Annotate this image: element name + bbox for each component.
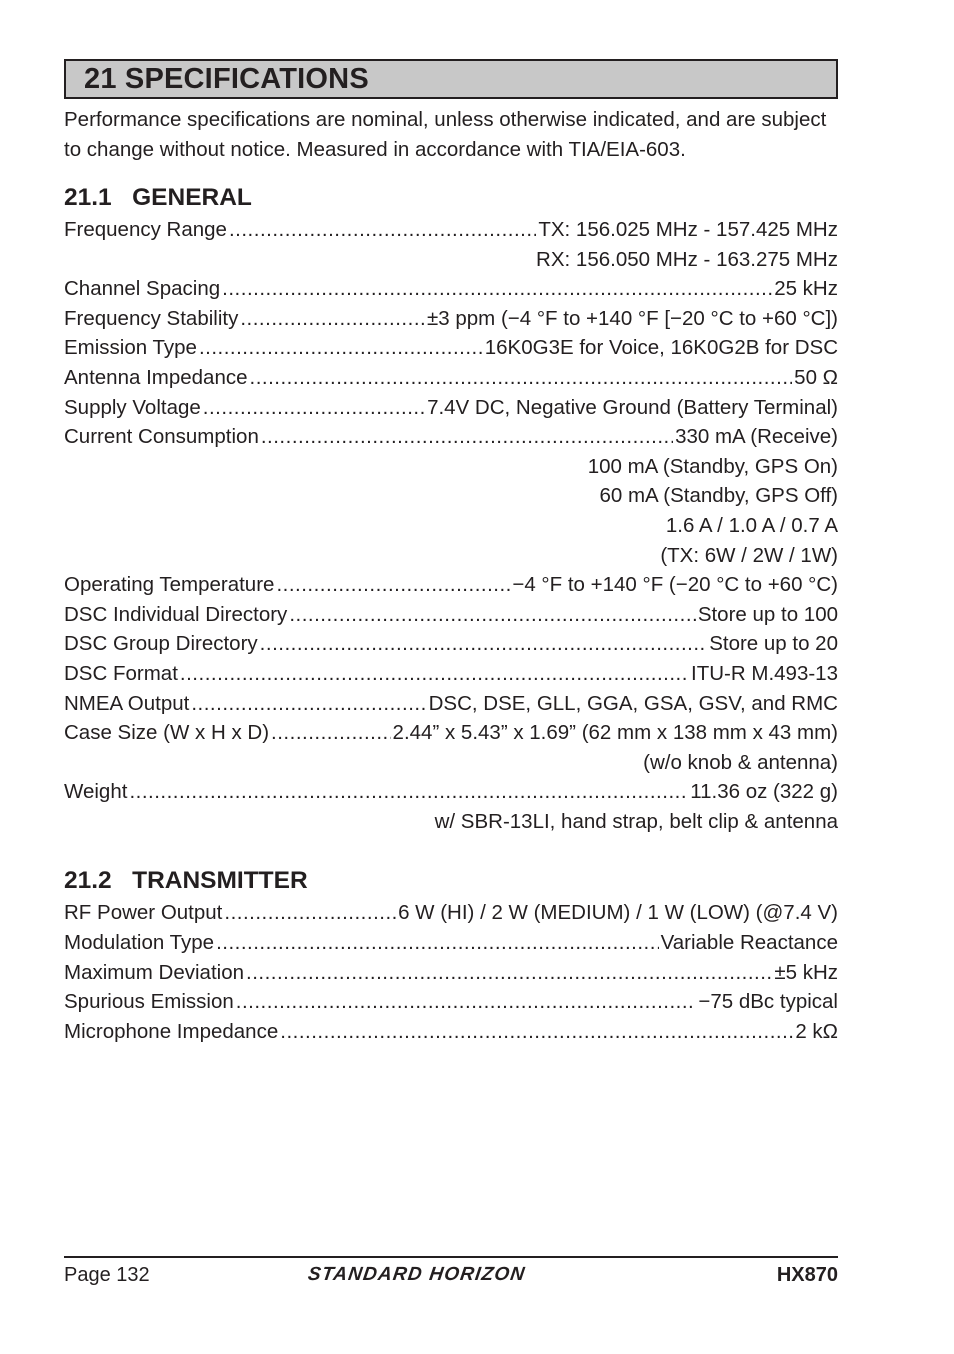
spec-value: Store up to 100 xyxy=(697,602,838,626)
spec-row xyxy=(64,570,838,600)
spec-value-continuation: 1.6 A / 1.0 A / 0.7 A xyxy=(665,513,838,537)
spec-row xyxy=(64,659,838,689)
dot-leader xyxy=(240,304,425,334)
spec-label: Current Consumption xyxy=(64,425,259,449)
spec-value: 330 mA (Receive) xyxy=(675,425,838,449)
spec-label: Weight xyxy=(64,780,128,804)
spec-label: DSC Individual Directory xyxy=(64,602,288,626)
spec-row xyxy=(64,304,838,334)
spec-row xyxy=(64,600,838,630)
spec-value: DSC, DSE, GLL, GGA, GSA, GSV, and RMC xyxy=(428,691,838,715)
dot-leader xyxy=(216,928,659,958)
page-footer xyxy=(64,1256,838,1298)
spec-label: Microphone Impedance xyxy=(64,1019,279,1043)
dot-leader xyxy=(246,958,772,988)
spec-label: Emission Type xyxy=(64,336,197,360)
spec-value: TX: 156.025 MHz - 157.425 MHz xyxy=(538,218,838,241)
brand-logo: STANDARD HORIZON xyxy=(306,1264,527,1285)
spec-value: −4 °F to +140 °F (−20 °C to +60 °C) xyxy=(512,573,838,597)
spec-label: RF Power Output xyxy=(64,901,223,925)
spec-row xyxy=(64,215,838,245)
spec-value: −75 dBc typical xyxy=(698,990,838,1014)
spec-row xyxy=(64,689,838,719)
spec-value: 7.4V DC, Negative Ground (Battery Terminal) xyxy=(427,395,838,419)
spec-row xyxy=(64,898,838,928)
spec-value: 2 kΩ xyxy=(795,1019,838,1043)
spec-row xyxy=(64,1017,838,1047)
spec-row xyxy=(64,274,838,304)
page-number: Page 132 xyxy=(64,1264,150,1286)
dot-leader xyxy=(271,718,391,748)
spec-value: Variable Reactance xyxy=(660,931,838,955)
spec-label: Operating Temperature xyxy=(64,573,275,597)
spec-label: Modulation Type xyxy=(64,931,215,955)
spec-label: Frequency Stability xyxy=(64,306,239,330)
spec-value: 25 kHz xyxy=(774,277,838,301)
spec-label: Antenna Impedance xyxy=(64,365,248,389)
spec-row xyxy=(64,777,838,807)
spec-value-continuation: w/ SBR-13LI, hand strap, belt clip & antenna xyxy=(434,809,838,833)
spec-value: ±3 ppm (−4 °F to +140 °F [−20 °C to +60 °C]) xyxy=(427,306,838,330)
dot-leader xyxy=(222,274,772,304)
spec-value: ±5 kHz xyxy=(774,960,838,984)
spec-label: Frequency Range xyxy=(64,218,227,241)
spec-row xyxy=(64,928,838,958)
spec-label: Supply Voltage xyxy=(64,395,201,419)
dot-leader xyxy=(199,333,483,363)
spec-row xyxy=(64,393,838,423)
dot-leader xyxy=(224,898,396,928)
spec-value-continuation: 60 mA (Standby, GPS Off) xyxy=(599,484,838,508)
spec-value: ITU-R M.493-13 xyxy=(691,661,838,685)
spec-value: Store up to 20 xyxy=(709,632,838,656)
dot-leader xyxy=(289,600,696,630)
spec-value-continuation: 100 mA (Standby, GPS On) xyxy=(587,454,838,478)
spec-row xyxy=(64,422,838,452)
section-heading-general: 21.1 GENERAL xyxy=(64,184,252,211)
spec-label: NMEA Output xyxy=(64,691,190,715)
dot-leader xyxy=(276,570,510,600)
spec-value-continuation: (w/o knob & antenna) xyxy=(643,750,838,774)
spec-label: Spurious Emission xyxy=(64,990,234,1014)
dot-leader xyxy=(203,393,425,423)
dot-leader xyxy=(261,422,673,452)
spec-value: 16K0G3E for Voice, 16K0G2B for DSC xyxy=(484,336,838,360)
dot-leader xyxy=(250,363,793,393)
specifications-page xyxy=(64,59,838,1046)
spec-row xyxy=(64,987,838,1017)
dot-leader xyxy=(229,215,536,245)
spec-row xyxy=(64,958,838,988)
dot-leader xyxy=(280,1017,793,1047)
spec-row xyxy=(64,718,838,748)
spec-label: Maximum Deviation xyxy=(64,960,244,984)
chapter-title-box xyxy=(64,59,838,99)
intro-paragraph: Performance specifications are nominal, unless otherwise indicated, and are subject to change without notice. Measured in accordance with TIA/EIA-603. xyxy=(64,108,827,161)
spec-row xyxy=(64,363,838,393)
spec-value: 2.44” x 5.43” x 1.69” (62 mm x 138 mm x 43 mm) xyxy=(392,721,838,745)
spec-label: Channel Spacing xyxy=(64,277,221,301)
section-heading-transmitter: 21.2 TRANSMITTER xyxy=(64,867,308,895)
spec-value-continuation: (TX: 6W / 2W / 1W) xyxy=(660,543,838,567)
dot-leader xyxy=(236,987,697,1017)
spec-label: Case Size (W x H x D) xyxy=(64,721,270,745)
spec-row xyxy=(64,629,838,659)
spec-value: 50 Ω xyxy=(794,365,838,389)
dot-leader xyxy=(260,629,708,659)
spec-value-continuation: RX: 156.050 MHz - 163.275 MHz xyxy=(536,247,838,271)
dot-leader xyxy=(129,777,688,807)
spec-value: 6 W (HI) / 2 W (MEDIUM) / 1 W (LOW) (@7.4 V) xyxy=(398,901,838,925)
chapter-title: 21 SPECIFICATIONS xyxy=(84,62,369,95)
general-spec-list xyxy=(64,215,838,836)
spec-row xyxy=(64,333,838,363)
model-name: HX870 xyxy=(776,1264,838,1286)
spec-value: 11.36 oz (322 g) xyxy=(690,780,838,804)
dot-leader xyxy=(191,689,426,719)
transmitter-spec-list xyxy=(64,898,838,1046)
spec-label: DSC Group Directory xyxy=(64,632,258,656)
spec-label: DSC Format xyxy=(64,661,178,685)
dot-leader xyxy=(180,659,689,689)
